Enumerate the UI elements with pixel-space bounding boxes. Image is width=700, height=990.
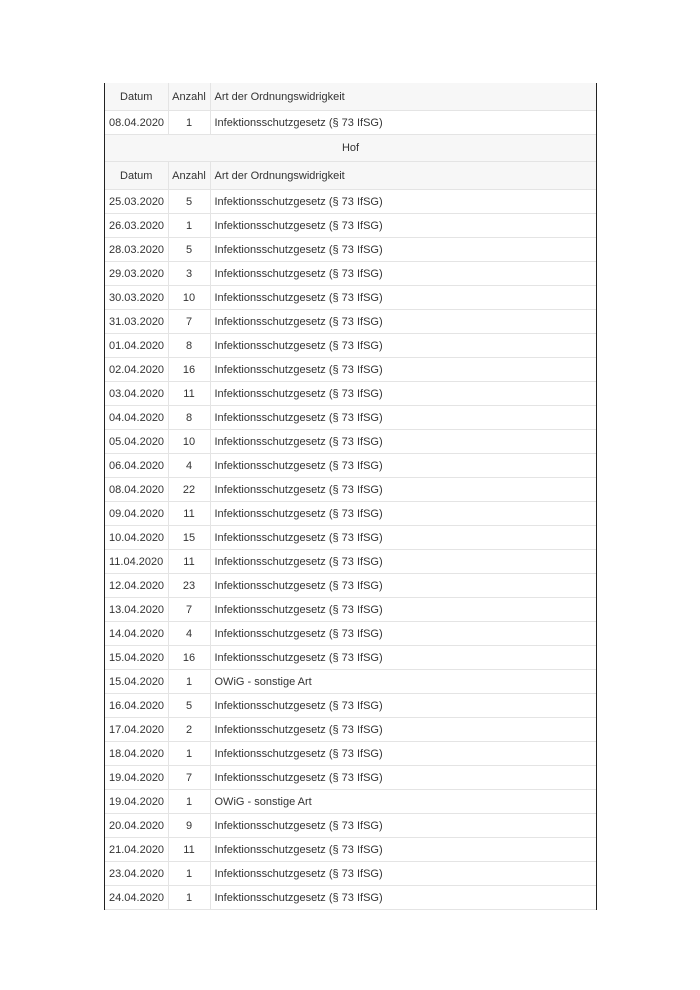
cell-date: 06.04.2020 [105, 454, 168, 478]
table-row [105, 190, 596, 214]
cell-count: 1 [168, 214, 210, 238]
cell-type: Infektionsschutzgesetz (§ 73 IfSG) [210, 574, 596, 598]
cell-count: 5 [168, 190, 210, 214]
cell-date: 25.03.2020 [105, 190, 168, 214]
cell-count: 1 [168, 670, 210, 694]
cell-type: Infektionsschutzgesetz (§ 73 IfSG) [210, 550, 596, 574]
cell-date: 09.04.2020 [105, 502, 168, 526]
table-row [105, 382, 596, 406]
cell-count: 8 [168, 406, 210, 430]
cell-date: 04.04.2020 [105, 406, 168, 430]
table-row [105, 886, 596, 910]
cell-date: 21.04.2020 [105, 838, 168, 862]
cell-type: Infektionsschutzgesetz (§ 73 IfSG) [210, 430, 596, 454]
cell-count: 11 [168, 550, 210, 574]
cell-date: 08.04.2020 [105, 478, 168, 502]
cell-count: 11 [168, 502, 210, 526]
cell-date: 24.04.2020 [105, 886, 168, 910]
table-row [105, 742, 596, 766]
cell-count: 1 [168, 862, 210, 886]
cell-count: 22 [168, 478, 210, 502]
table-row [105, 718, 596, 742]
header-count: Anzahl [168, 162, 210, 190]
cell-date: 18.04.2020 [105, 742, 168, 766]
table-row [105, 358, 596, 382]
cell-count: 1 [168, 742, 210, 766]
table-row [105, 214, 596, 238]
table-row [105, 814, 596, 838]
cell-date: 19.04.2020 [105, 790, 168, 814]
cell-date: 26.03.2020 [105, 214, 168, 238]
cell-count: 7 [168, 766, 210, 790]
table-row [105, 310, 596, 334]
table-row [105, 406, 596, 430]
cell-count: 2 [168, 718, 210, 742]
cell-date: 16.04.2020 [105, 694, 168, 718]
table-row [105, 111, 596, 135]
table-row [105, 790, 596, 814]
cell-date: 28.03.2020 [105, 238, 168, 262]
cell-date: 12.04.2020 [105, 574, 168, 598]
cell-date: 17.04.2020 [105, 718, 168, 742]
section-title: Hof [105, 135, 596, 162]
cell-count: 1 [168, 111, 210, 135]
header-count: Anzahl [168, 83, 210, 111]
cell-count: 11 [168, 838, 210, 862]
offense-table-container [104, 83, 597, 910]
cell-type: Infektionsschutzgesetz (§ 73 IfSG) [210, 502, 596, 526]
cell-type: Infektionsschutzgesetz (§ 73 IfSG) [210, 526, 596, 550]
cell-type: Infektionsschutzgesetz (§ 73 IfSG) [210, 406, 596, 430]
cell-type: Infektionsschutzgesetz (§ 73 IfSG) [210, 382, 596, 406]
cell-type: Infektionsschutzgesetz (§ 73 IfSG) [210, 766, 596, 790]
cell-date: 05.04.2020 [105, 430, 168, 454]
cell-date: 08.04.2020 [105, 111, 168, 135]
table-row [105, 694, 596, 718]
table-body [105, 83, 596, 910]
cell-date: 31.03.2020 [105, 310, 168, 334]
offense-table [105, 83, 596, 910]
cell-date: 03.04.2020 [105, 382, 168, 406]
cell-type: Infektionsschutzgesetz (§ 73 IfSG) [210, 262, 596, 286]
cell-count: 15 [168, 526, 210, 550]
table-row [105, 550, 596, 574]
cell-count: 16 [168, 358, 210, 382]
cell-type: Infektionsschutzgesetz (§ 73 IfSG) [210, 334, 596, 358]
header-type: Art der Ordnungswidrigkeit [210, 162, 596, 190]
cell-date: 19.04.2020 [105, 766, 168, 790]
cell-type: Infektionsschutzgesetz (§ 73 IfSG) [210, 646, 596, 670]
cell-date: 15.04.2020 [105, 646, 168, 670]
table-row [105, 262, 596, 286]
cell-date: 20.04.2020 [105, 814, 168, 838]
section-header-row [105, 162, 596, 190]
cell-count: 9 [168, 814, 210, 838]
cell-count: 23 [168, 574, 210, 598]
header-date: Datum [105, 162, 168, 190]
table-row [105, 454, 596, 478]
table-row [105, 670, 596, 694]
table-row [105, 766, 596, 790]
cell-type: Infektionsschutzgesetz (§ 73 IfSG) [210, 886, 596, 910]
cell-count: 10 [168, 286, 210, 310]
cell-type: Infektionsschutzgesetz (§ 73 IfSG) [210, 358, 596, 382]
cell-count: 5 [168, 238, 210, 262]
cell-date: 10.04.2020 [105, 526, 168, 550]
cell-type: Infektionsschutzgesetz (§ 73 IfSG) [210, 190, 596, 214]
cell-type: Infektionsschutzgesetz (§ 73 IfSG) [210, 454, 596, 478]
cell-date: 13.04.2020 [105, 598, 168, 622]
table-row [105, 478, 596, 502]
section-title-row [105, 135, 596, 162]
table-row [105, 502, 596, 526]
cell-type: Infektionsschutzgesetz (§ 73 IfSG) [210, 478, 596, 502]
header-type: Art der Ordnungswidrigkeit [210, 83, 596, 111]
cell-type: Infektionsschutzgesetz (§ 73 IfSG) [210, 238, 596, 262]
cell-date: 15.04.2020 [105, 670, 168, 694]
cell-type: Infektionsschutzgesetz (§ 73 IfSG) [210, 742, 596, 766]
table-row [105, 286, 596, 310]
cell-type: Infektionsschutzgesetz (§ 73 IfSG) [210, 310, 596, 334]
cell-count: 4 [168, 454, 210, 478]
cell-type: Infektionsschutzgesetz (§ 73 IfSG) [210, 214, 596, 238]
cell-count: 11 [168, 382, 210, 406]
cell-type: OWiG - sonstige Art [210, 790, 596, 814]
cell-date: 11.04.2020 [105, 550, 168, 574]
table-header-row [105, 83, 596, 111]
table-row [105, 238, 596, 262]
cell-type: Infektionsschutzgesetz (§ 73 IfSG) [210, 718, 596, 742]
cell-count: 7 [168, 598, 210, 622]
cell-date: 14.04.2020 [105, 622, 168, 646]
cell-count: 7 [168, 310, 210, 334]
cell-count: 8 [168, 334, 210, 358]
table-row [105, 598, 596, 622]
cell-type: Infektionsschutzgesetz (§ 73 IfSG) [210, 622, 596, 646]
cell-type: Infektionsschutzgesetz (§ 73 IfSG) [210, 111, 596, 135]
cell-count: 16 [168, 646, 210, 670]
cell-count: 1 [168, 790, 210, 814]
cell-date: 23.04.2020 [105, 862, 168, 886]
cell-date: 29.03.2020 [105, 262, 168, 286]
table-row [105, 334, 596, 358]
cell-type: Infektionsschutzgesetz (§ 73 IfSG) [210, 286, 596, 310]
table-row [105, 862, 596, 886]
cell-type: OWiG - sonstige Art [210, 670, 596, 694]
header-date: Datum [105, 83, 168, 111]
cell-count: 3 [168, 262, 210, 286]
cell-type: Infektionsschutzgesetz (§ 73 IfSG) [210, 694, 596, 718]
cell-date: 02.04.2020 [105, 358, 168, 382]
cell-type: Infektionsschutzgesetz (§ 73 IfSG) [210, 598, 596, 622]
cell-date: 30.03.2020 [105, 286, 168, 310]
cell-type: Infektionsschutzgesetz (§ 73 IfSG) [210, 862, 596, 886]
table-row [105, 430, 596, 454]
table-row [105, 838, 596, 862]
cell-count: 4 [168, 622, 210, 646]
table-row [105, 526, 596, 550]
table-row [105, 646, 596, 670]
cell-type: Infektionsschutzgesetz (§ 73 IfSG) [210, 838, 596, 862]
cell-type: Infektionsschutzgesetz (§ 73 IfSG) [210, 814, 596, 838]
cell-count: 5 [168, 694, 210, 718]
cell-date: 01.04.2020 [105, 334, 168, 358]
table-row [105, 574, 596, 598]
cell-count: 1 [168, 886, 210, 910]
cell-count: 10 [168, 430, 210, 454]
table-row [105, 622, 596, 646]
